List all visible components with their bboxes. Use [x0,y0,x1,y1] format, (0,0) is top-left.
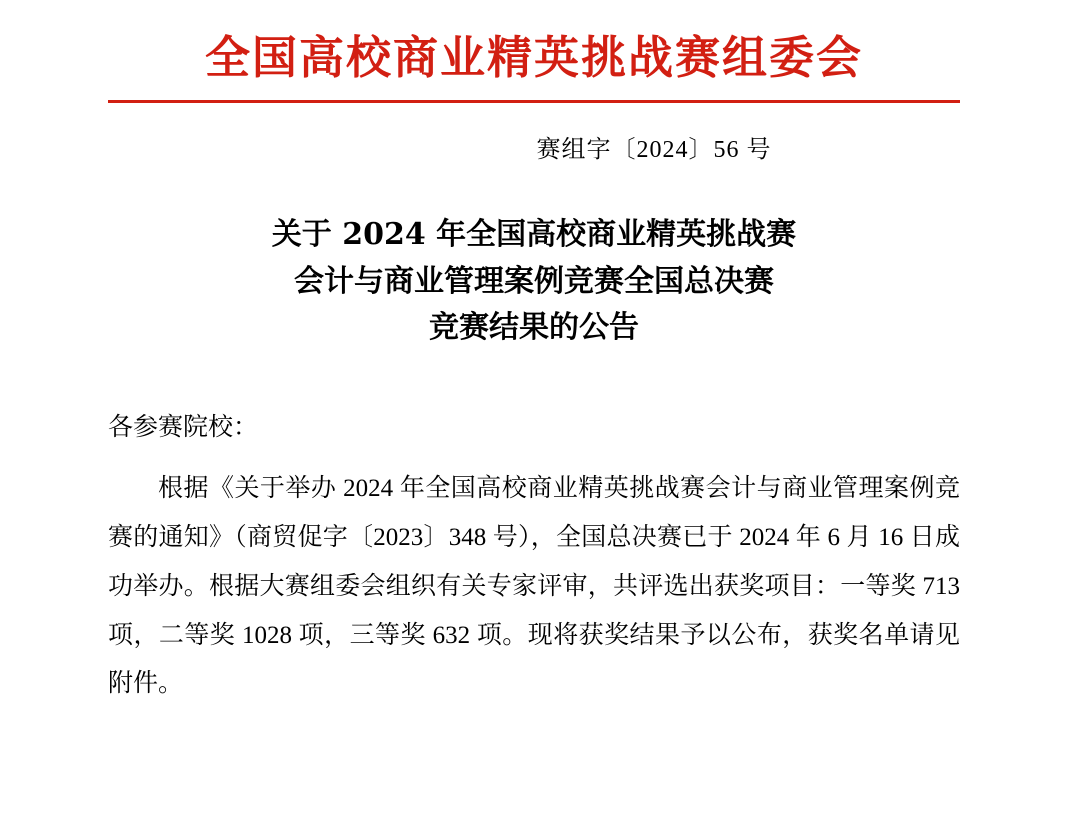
salutation: 各参赛院校： [108,413,259,441]
page-title-line-1: 关于 2024 年全国高校商业精英挑战赛 [271,217,797,253]
document-number: 赛组字〔2024〕56 号 [536,137,772,164]
letterhead-organization: 全国高校商业精英挑战赛组委会 [204,31,863,84]
letterhead [108,0,960,103]
body-paragraph: 根据《关于举办 2024 年全国高校商业精英挑战赛会计与商业管理案例竞赛的通知》（商贸促字〔2023〕348 号），全国总决赛已于 2024 年 6 月 16 日成功举办。根据大赛组委会组织有关专家评审，共评选出获奖项目：一等奖 713 项，二等奖 1028 项，三等奖 632 项。现将获奖结果予以公布，获奖名单请见附件。 [108,475,960,698]
letterhead-divider [108,100,960,103]
page-title-line-2: 会计与商业管理案例竞赛全国总决赛 [294,263,774,299]
page-title-line-3: 竞赛结果的公告 [429,310,639,346]
page-title [108,212,960,352]
